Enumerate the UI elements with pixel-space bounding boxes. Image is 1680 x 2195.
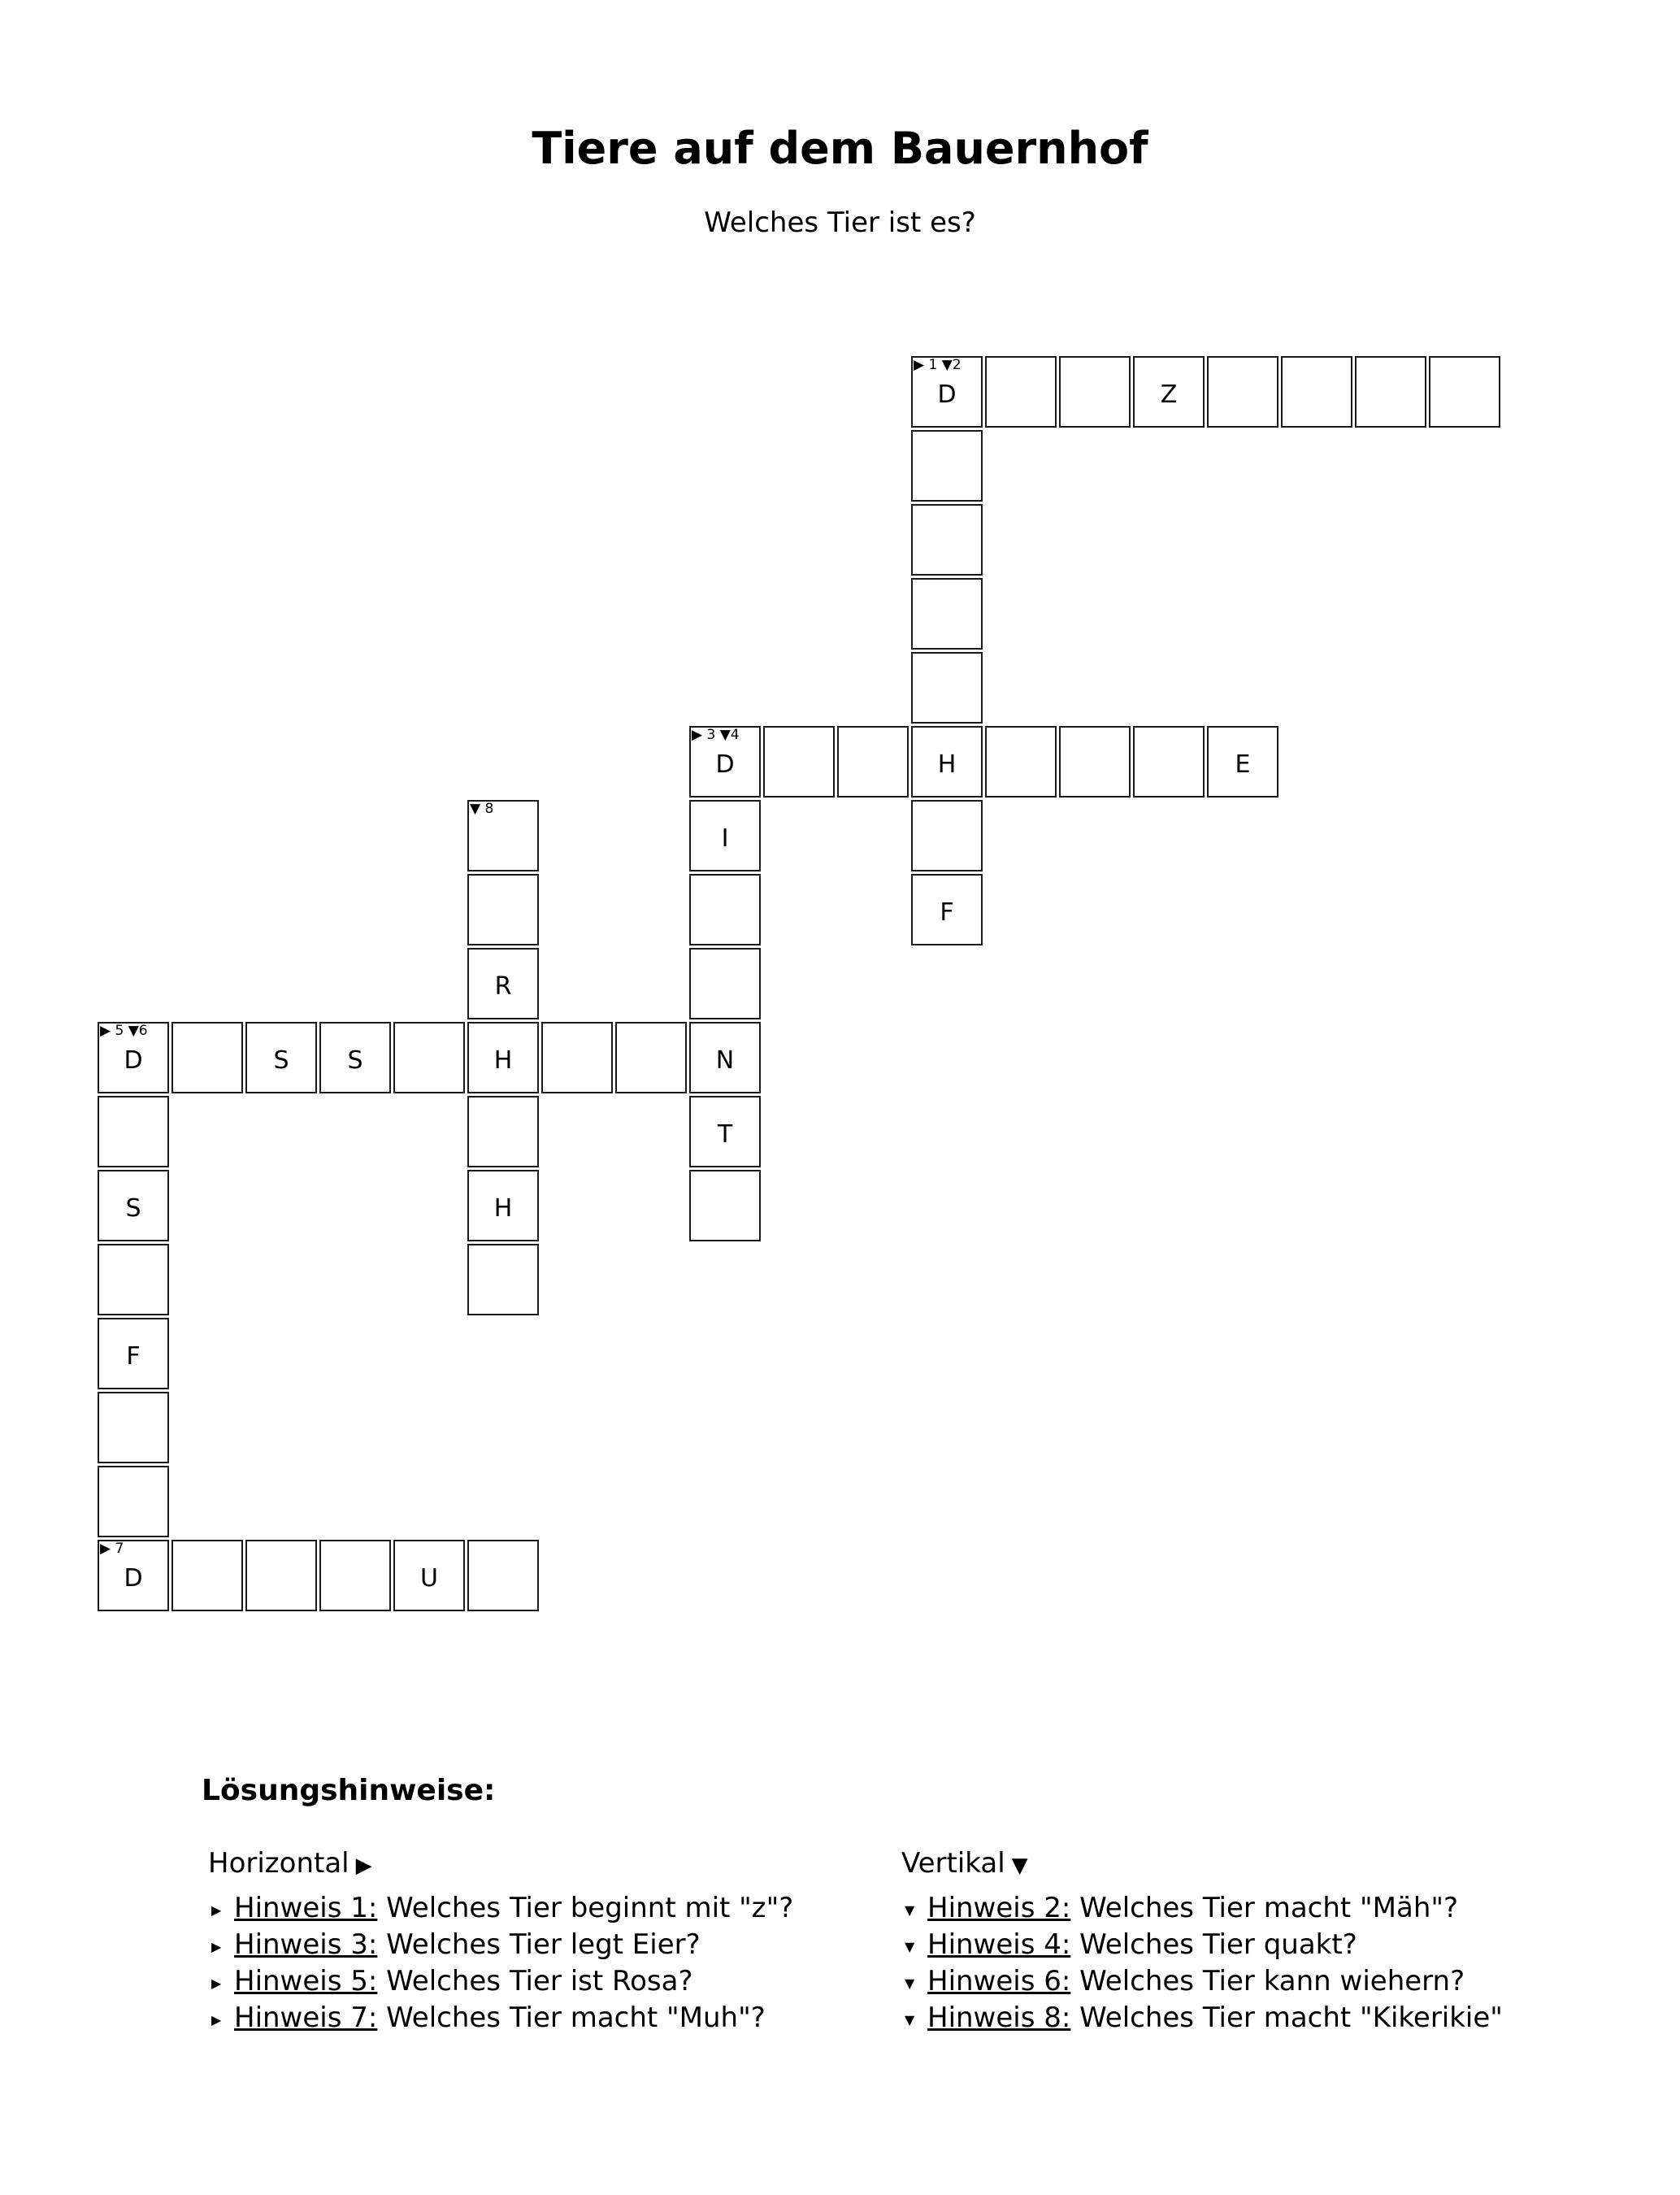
crossword-cell[interactable]	[467, 948, 539, 1019]
crossword-cell[interactable]	[98, 1022, 169, 1093]
crossword-cell[interactable]	[467, 1244, 539, 1315]
clue-item	[208, 2000, 793, 2036]
crossword-cell[interactable]	[541, 1022, 613, 1093]
crossword-cell[interactable]	[689, 948, 761, 1019]
cell-letter: I	[721, 824, 729, 853]
cell-letter: S	[125, 1194, 141, 1223]
crossword-cell[interactable]	[689, 800, 761, 871]
clue-text: Welches Tier legt Eier?	[386, 1928, 701, 1961]
crossword-cell[interactable]	[467, 874, 539, 945]
crossword-cell[interactable]	[985, 356, 1057, 428]
crossword-cell[interactable]	[689, 1096, 761, 1167]
crossword-cell[interactable]	[467, 1540, 539, 1611]
cell-letter: D	[715, 750, 735, 779]
clue-item	[208, 1890, 793, 1927]
crossword-cell[interactable]	[911, 578, 983, 650]
clue-item	[208, 1927, 793, 1963]
right-triangle-icon: ▶	[211, 1939, 222, 1954]
cell-letter: D	[124, 1564, 143, 1593]
crossword-cell[interactable]	[245, 1022, 317, 1093]
vertical-clues-header	[901, 1845, 1028, 1884]
crossword-cell[interactable]	[1281, 356, 1352, 428]
crossword-cell[interactable]	[1133, 356, 1205, 428]
crossword-cell[interactable]	[1429, 356, 1500, 428]
page-subtitle: Welches Tier ist es?	[704, 206, 976, 239]
down-triangle-icon: ▼	[905, 1939, 915, 1954]
horizontal-label: Horizontal	[208, 1847, 349, 1880]
horizontal-clue-list	[208, 1890, 793, 2036]
clue-number: ▶ 5 ▼6	[100, 1023, 148, 1039]
crossword-cell[interactable]	[98, 1318, 169, 1389]
cell-letter: D	[937, 380, 957, 409]
page-title: Tiere auf dem Bauernhof	[532, 123, 1148, 174]
cell-letter: T	[717, 1120, 733, 1149]
cell-letter: H	[493, 1046, 513, 1075]
clue-hint-link[interactable]: Hinweis 3:	[234, 1928, 378, 1961]
cell-letter: S	[273, 1046, 289, 1075]
clue-item	[901, 1890, 1503, 1927]
right-triangle-icon: ▶	[211, 1902, 222, 1918]
crossword-cell[interactable]	[393, 1540, 465, 1611]
clue-item	[901, 1927, 1503, 1963]
crossword-cell[interactable]	[1207, 726, 1278, 798]
clues-heading: Lösungshinweise:	[202, 1774, 496, 1807]
crossword-cell[interactable]	[911, 356, 983, 428]
clue-hint-link[interactable]: Hinweis 8:	[927, 2002, 1071, 2034]
right-arrow-icon: ▶	[355, 1854, 372, 1878]
crossword-cell[interactable]	[1133, 726, 1205, 798]
clue-item	[208, 1963, 793, 2000]
crossword-cell[interactable]	[615, 1022, 687, 1093]
crossword-cell[interactable]	[689, 1022, 761, 1093]
crossword-cell[interactable]	[467, 1170, 539, 1241]
clue-text: Welches Tier kann wiehern?	[1079, 1965, 1465, 1997]
crossword-cell[interactable]	[98, 1392, 169, 1463]
crossword-cell[interactable]	[98, 1540, 169, 1611]
cell-letter: N	[715, 1046, 735, 1075]
crossword-cell[interactable]	[911, 652, 983, 724]
crossword-cell[interactable]	[171, 1022, 243, 1093]
crossword-cell[interactable]	[319, 1022, 391, 1093]
crossword-cell[interactable]	[393, 1022, 465, 1093]
crossword-cell[interactable]	[98, 1466, 169, 1537]
cell-letter: U	[420, 1564, 438, 1593]
crossword-cell[interactable]	[911, 726, 983, 798]
crossword-cell[interactable]	[467, 800, 539, 871]
clue-text: Welches Tier macht "Kikerikie"	[1079, 2002, 1503, 2034]
crossword-cell[interactable]	[467, 1096, 539, 1167]
crossword-cell[interactable]	[98, 1096, 169, 1167]
cell-letter: Z	[1160, 380, 1178, 409]
crossword-cell[interactable]	[985, 726, 1057, 798]
crossword-cell[interactable]	[319, 1540, 391, 1611]
clue-text: Welches Tier beginnt mit "z"?	[386, 1892, 794, 1924]
vertical-label: Vertikal	[901, 1847, 1005, 1880]
clue-item	[901, 1963, 1503, 2000]
clue-hint-link[interactable]: Hinweis 5:	[234, 1965, 378, 1997]
clue-hint-link[interactable]: Hinweis 4:	[927, 1928, 1071, 1961]
clue-text: Welches Tier macht "Muh"?	[386, 2002, 766, 2034]
right-triangle-icon: ▶	[211, 2012, 222, 2028]
clue-text: Welches Tier macht "Mäh"?	[1079, 1892, 1459, 1924]
cell-letter: S	[347, 1046, 363, 1075]
cell-letter: F	[940, 898, 954, 927]
clue-number: ▶ 1 ▼2	[914, 357, 962, 373]
clue-number: ▶ 7	[100, 1541, 124, 1557]
clue-text: Welches Tier quakt?	[1079, 1928, 1357, 1961]
clue-number: ▼ 8	[470, 801, 494, 817]
crossword-cell[interactable]	[245, 1540, 317, 1611]
clue-hint-link[interactable]: Hinweis 6:	[927, 1965, 1071, 1997]
crossword-cell[interactable]	[837, 726, 909, 798]
crossword-cell[interactable]	[689, 874, 761, 945]
down-arrow-icon: ▼	[1011, 1854, 1028, 1878]
right-triangle-icon: ▶	[211, 1976, 222, 1991]
clue-hint-link[interactable]: Hinweis 7:	[234, 2002, 378, 2034]
vertical-clue-list	[901, 1890, 1503, 2036]
crossword-cell[interactable]	[689, 1170, 761, 1241]
crossword-cell[interactable]	[911, 430, 983, 502]
crossword-cell[interactable]	[911, 800, 983, 871]
crossword-cell[interactable]	[467, 1022, 539, 1093]
down-triangle-icon: ▼	[905, 2012, 915, 2028]
crossword-cell[interactable]	[1059, 726, 1131, 798]
crossword-cell[interactable]	[763, 726, 835, 798]
crossword-cell[interactable]	[911, 504, 983, 576]
clue-text: Welches Tier ist Rosa?	[386, 1965, 693, 1997]
clue-item	[901, 2000, 1503, 2036]
crossword-cell[interactable]	[689, 726, 761, 798]
cell-letter: H	[493, 1194, 513, 1223]
clue-hint-link[interactable]: Hinweis 1:	[234, 1892, 378, 1924]
horizontal-clues-header	[208, 1845, 372, 1884]
clue-hint-link[interactable]: Hinweis 2:	[927, 1892, 1071, 1924]
crossword-cell[interactable]	[1207, 356, 1278, 428]
crossword-cell[interactable]	[1355, 356, 1426, 428]
cell-letter: H	[937, 750, 957, 779]
cell-letter: F	[126, 1342, 141, 1371]
cell-letter: E	[1235, 750, 1251, 779]
cell-letter: D	[124, 1046, 143, 1075]
crossword-cell[interactable]	[98, 1170, 169, 1241]
crossword-cell[interactable]	[171, 1540, 243, 1611]
clue-number: ▶ 3 ▼4	[692, 727, 740, 743]
cell-letter: R	[494, 972, 512, 1001]
crossword-cell[interactable]	[98, 1244, 169, 1315]
down-triangle-icon: ▼	[905, 1976, 915, 1991]
down-triangle-icon: ▼	[905, 1902, 915, 1918]
crossword-cell[interactable]	[1059, 356, 1131, 428]
crossword-cell[interactable]	[911, 874, 983, 945]
